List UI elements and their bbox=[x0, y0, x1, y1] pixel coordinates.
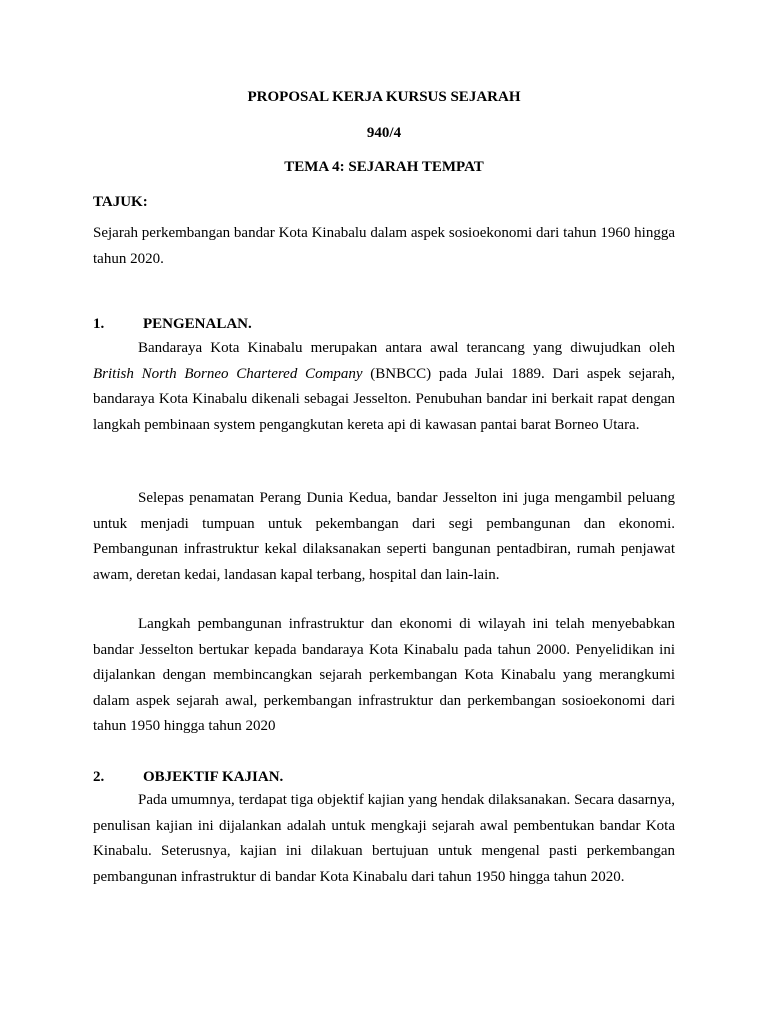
section-2-heading bbox=[93, 768, 675, 786]
section-1-p1-start: Bandaraya Kota Kinabalu merupakan antara awal terancang yang diwujudkan oleh bbox=[138, 340, 675, 356]
section-2-title: OBJEKTIF KAJIAN. bbox=[143, 769, 284, 785]
section-2-number: 2. bbox=[93, 769, 105, 785]
tajuk-text: Sejarah perkembangan bandar Kota Kinabalu dalam aspek sosioekonomi dari tahun 1960 hingga tahun 2020. bbox=[93, 225, 675, 267]
section-1-p1-end: (BNBCC) pada Julai 1889. Dari aspek sejarah, bandaraya Kota Kinabalu dikenali sebagai Jesselton. Penubuhan bandar ini berkait rapat dengan langkah pembinaan system pengangkutan kereta api di kawasan pantai barat Borneo Utara. bbox=[93, 365, 675, 433]
section-1-paragraph-2: Selepas penamatan Perang Dunia Kedua, bandar Jesselton ini juga mengambil peluang untuk menjadi tumpuan untuk pekembangan dari segi pembangunan dan ekonomi. Pembangunan infrastruktur kekal dilaksanakan seperti bangunan pentadbiran, rumah penjawat awam, deretan kedai, landasan kapal terbang, hospital dan lain-lain. bbox=[93, 490, 675, 583]
section-1-p1-italic: British North Borneo Chartered Company bbox=[93, 365, 363, 382]
section-1-paragraph-1 bbox=[93, 336, 675, 438]
section-1-heading bbox=[93, 315, 675, 333]
document-theme: TEMA 4: SEJARAH TEMPAT bbox=[284, 159, 484, 175]
document-title: PROPOSAL KERJA KURSUS SEJARAH bbox=[247, 89, 521, 105]
section-1-paragraph-3: Langkah pembangunan infrastruktur dan ekonomi di wilayah ini telah menyebabkan bandar Jesselton bertukar kepada bandaraya Kota Kinabalu pada tahun 2000. Penyelidikan ini dijalankan dengan membincangkan sejarah perkembangan Kota Kinabalu yang merangkumi dalam aspek sejarah awal, perkembangan infrastruktur dan perkembangan sosioekonomi dari tahun 1950 hingga tahun 2020 bbox=[93, 616, 675, 735]
section-1-title: PENGENALAN. bbox=[143, 316, 252, 332]
tajuk-label: TAJUK: bbox=[93, 194, 148, 210]
document-code: 940/4 bbox=[366, 125, 402, 141]
section-2-paragraph-1: Pada umumnya, terdapat tiga objektif kajian yang hendak dilaksanakan. Secara dasarnya, penulisan kajian ini dijalankan adalah untuk mengkaji sejarah awal pembentukan bandar Kota Kinabalu. Seterusnya, kajian ini dilakuan bertujuan untuk mengenal pasti perkembangan pembangunan infrastruktur di bandar Kota Kinabalu dari tahun 1950 hingga tahun 2020. bbox=[93, 792, 675, 885]
section-1-number: 1. bbox=[93, 316, 105, 332]
